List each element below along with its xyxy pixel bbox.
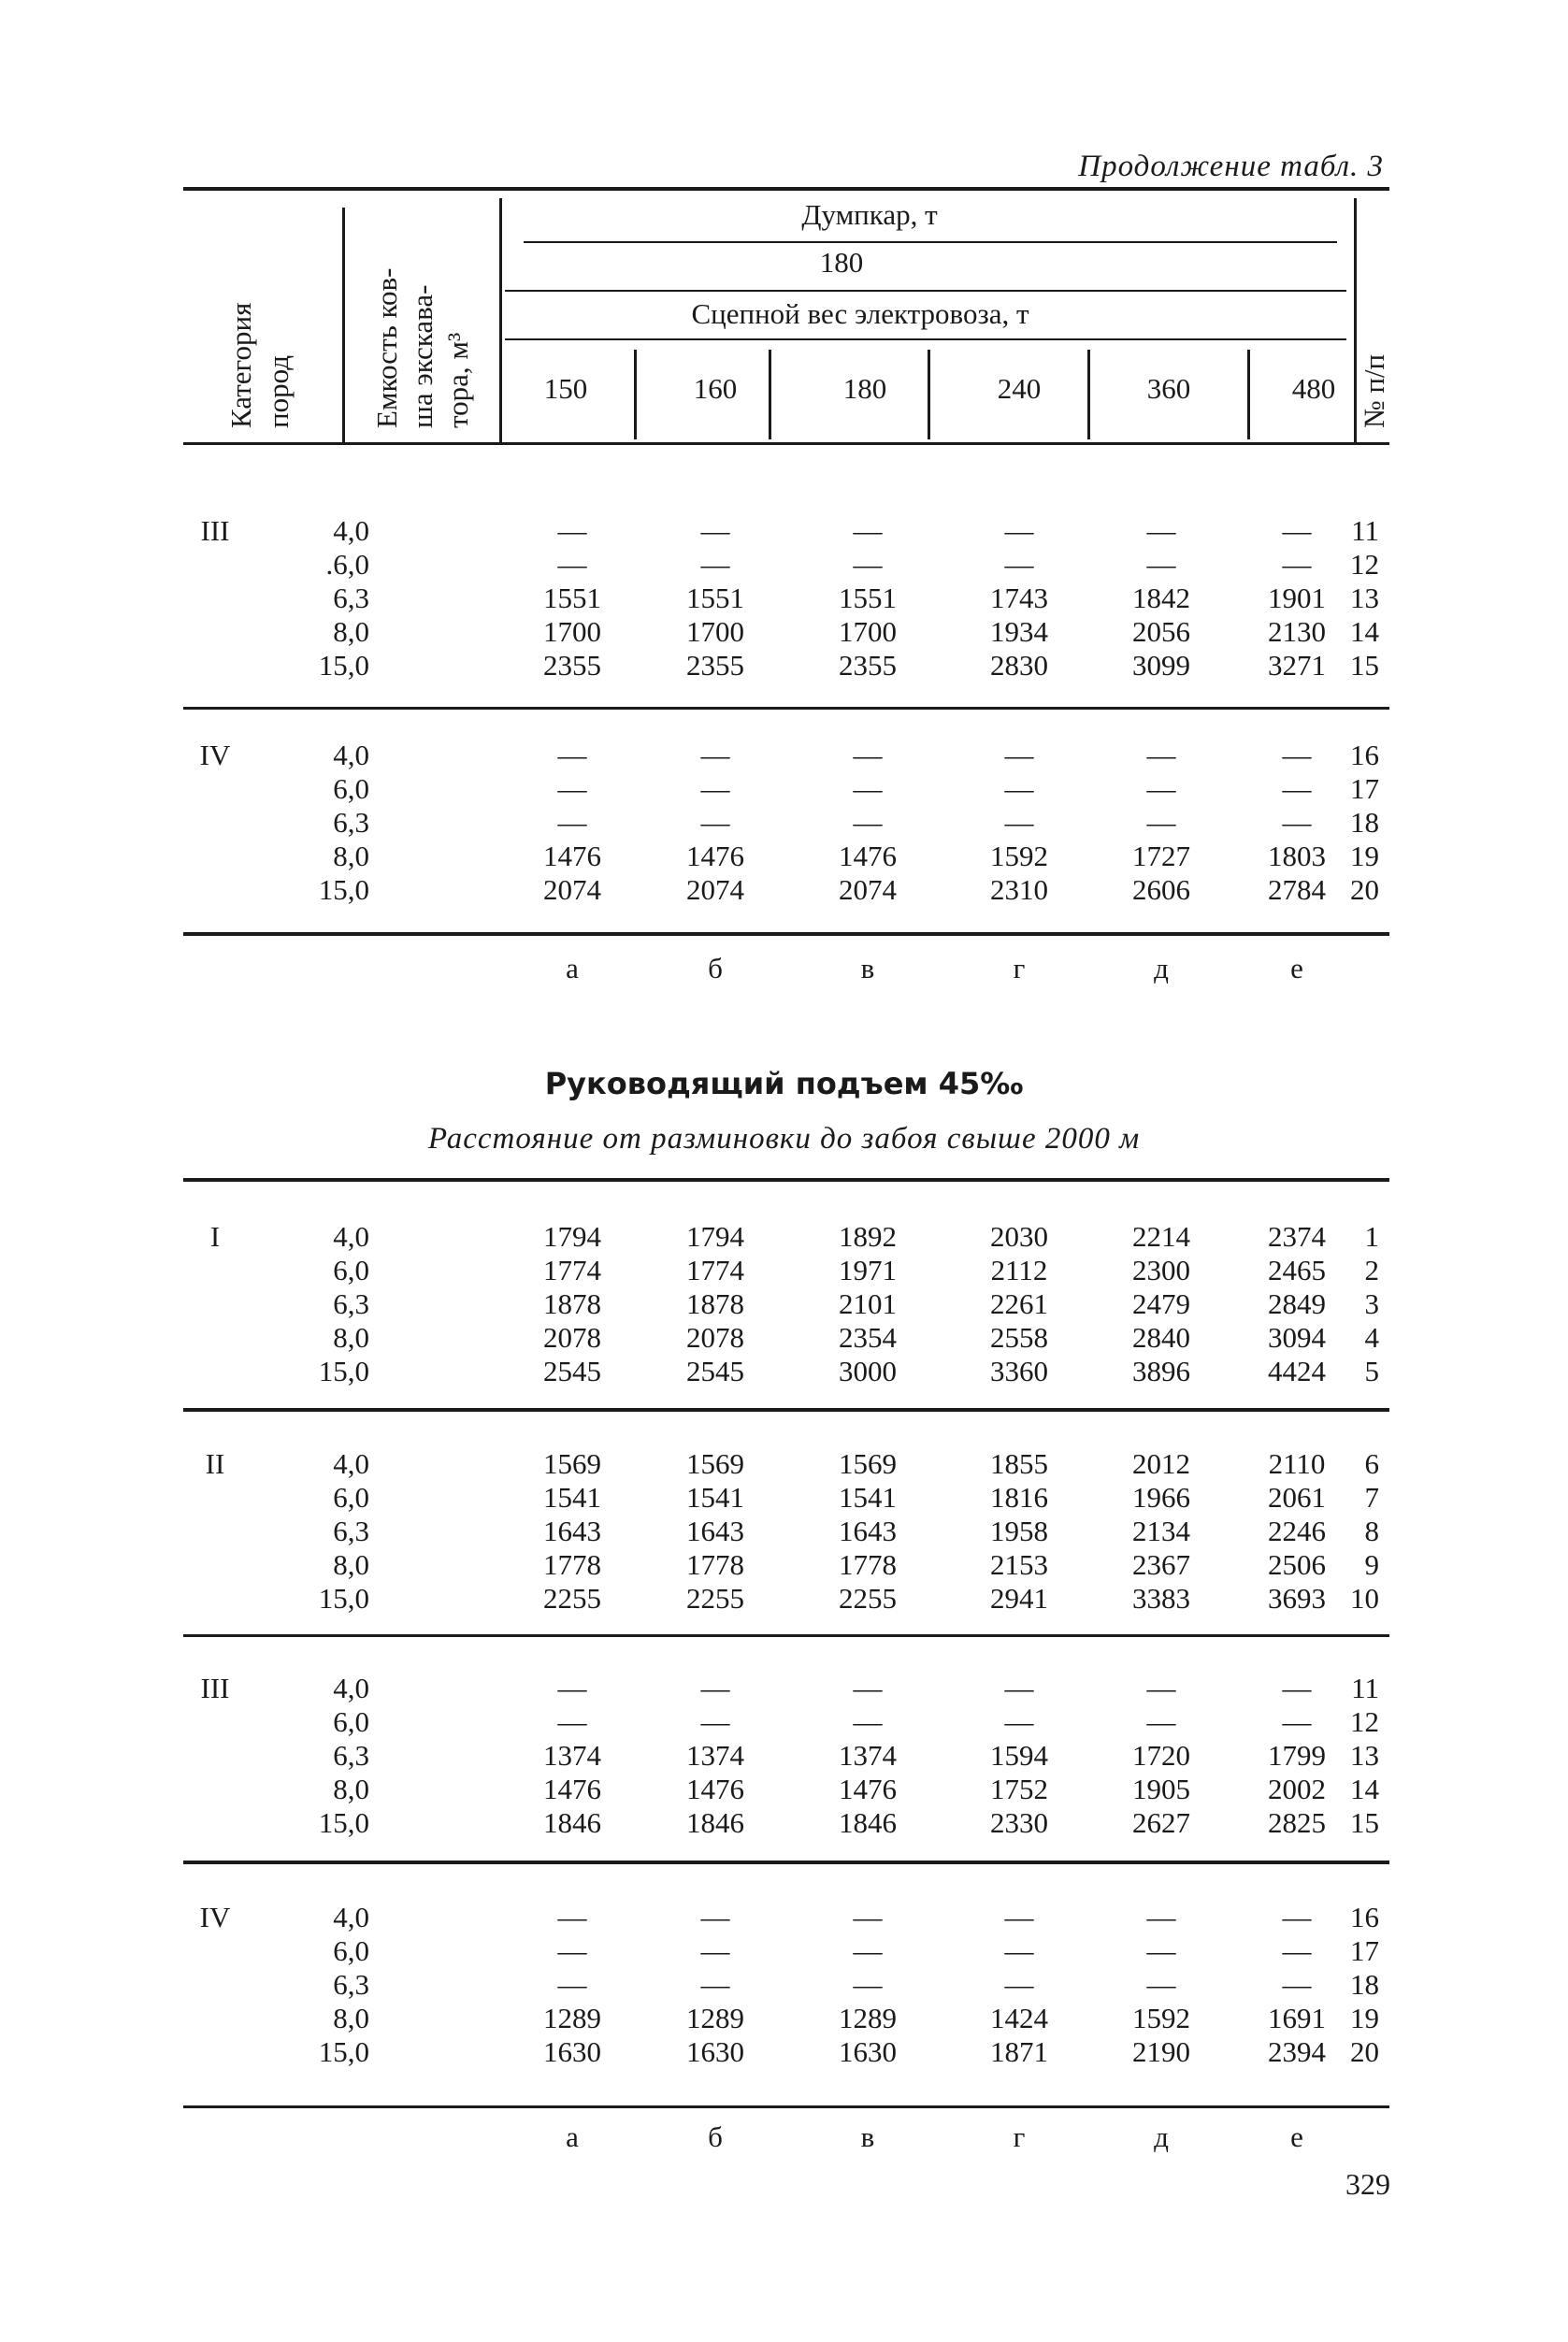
table-cell: — — [1146, 548, 1176, 581]
bucket-capacity: 15,0 — [318, 1582, 369, 1615]
table-cell: — — [1282, 739, 1312, 771]
table-cell: 1569 — [543, 1447, 601, 1480]
table-cell: 3094 — [1268, 1321, 1326, 1354]
weight-divider — [634, 350, 637, 439]
column-letter: г — [1013, 952, 1026, 984]
table-cell: — — [700, 514, 730, 547]
col-bucket-line2: ша экскава- — [406, 284, 439, 428]
bucket-capacity: .6,0 — [325, 548, 369, 581]
table-cell: — — [853, 1968, 883, 2001]
table-cell: — — [853, 1705, 883, 1738]
table-cell: 2830 — [990, 649, 1048, 682]
table-cell: 2374 — [1268, 1220, 1326, 1253]
table-cell: — — [1146, 514, 1176, 547]
table-cell: — — [1282, 772, 1312, 805]
table-cell: 1374 — [543, 1739, 601, 1772]
table-cell: 3000 — [839, 1355, 897, 1387]
table-cell: 2355 — [686, 649, 744, 682]
table-cell: 2394 — [1268, 2035, 1326, 2068]
row-number: 9 — [1364, 1548, 1379, 1581]
group-separator — [183, 1408, 1389, 1412]
row-number: 15 — [1350, 1806, 1379, 1839]
table-cell: 1630 — [686, 2035, 744, 2068]
table-cell: — — [557, 1901, 587, 1933]
row-number: 18 — [1350, 1968, 1379, 2001]
section-subtitle: Расстояние от разминовки до забоя свыше 2000 м — [427, 1122, 1141, 1156]
table-cell: 2056 — [1132, 615, 1190, 648]
table-cell: — — [557, 514, 587, 547]
table-cell: — — [557, 1672, 587, 1704]
row-number: 5 — [1364, 1355, 1379, 1387]
table-cell: 1592 — [990, 840, 1048, 872]
group-separator — [183, 1634, 1389, 1637]
weight-divider — [928, 350, 930, 439]
column-letter: е — [1290, 2120, 1303, 2153]
table-cell: 1799 — [1268, 1739, 1326, 1772]
table-cell: 3271 — [1268, 649, 1326, 682]
table-cell: 1774 — [686, 1254, 744, 1286]
row-number: 12 — [1350, 1705, 1379, 1738]
row-number: 15 — [1350, 649, 1379, 682]
table-cell: 1846 — [543, 1806, 601, 1839]
table-cell: 1842 — [1132, 582, 1190, 614]
row-number: 3 — [1364, 1287, 1379, 1320]
table-cell: 1374 — [686, 1739, 744, 1772]
table-cell: 2101 — [839, 1287, 897, 1320]
table-cell: — — [853, 739, 883, 771]
table-cell: — — [853, 1934, 883, 1967]
bucket-capacity: 8,0 — [333, 615, 369, 648]
table-cell: — — [557, 806, 587, 839]
continuation-label: Продолжение табл. 3 — [1078, 150, 1384, 183]
table-cell: 2255 — [686, 1582, 744, 1615]
weight-divider — [769, 350, 771, 439]
row-number: 16 — [1350, 1901, 1379, 1933]
section-title: Руководящий подъем 45‰ — [544, 1066, 1024, 1101]
weight-360: 360 — [1146, 372, 1191, 405]
table-cell: 1551 — [543, 582, 601, 614]
table-cell: 1289 — [686, 2002, 744, 2034]
table-cell: 2255 — [839, 1582, 897, 1615]
row-number: 19 — [1350, 2002, 1379, 2034]
table-cell: 1289 — [543, 2002, 601, 2034]
bucket-capacity: 4,0 — [333, 1220, 369, 1253]
table-cell: 1541 — [543, 1481, 601, 1514]
table-cell: — — [1282, 1672, 1312, 1704]
table-cell: — — [1004, 1672, 1034, 1704]
bucket-capacity: 4,0 — [333, 514, 369, 547]
col-bucket-line1: Емкость ков- — [370, 267, 403, 428]
col-number: № п/п — [1358, 353, 1390, 428]
table-cell: — — [1282, 1901, 1312, 1933]
bucket-capacity: 8,0 — [333, 2002, 369, 2034]
table-cell: 2558 — [990, 1321, 1048, 1354]
table-cell: 1476 — [839, 1773, 897, 1805]
table-cell: 2130 — [1268, 615, 1326, 648]
category-label: I — [209, 1220, 221, 1253]
table-cell: — — [1004, 806, 1034, 839]
table-cell: 1878 — [686, 1287, 744, 1320]
weight-divider — [1087, 350, 1090, 439]
header-rule-180 — [505, 290, 1346, 292]
row-number: 10 — [1350, 1582, 1379, 1615]
bucket-capacity: 6,0 — [333, 772, 369, 805]
table-cell: — — [557, 548, 587, 581]
row-number: 1 — [1364, 1220, 1379, 1253]
table-cell: — — [557, 739, 587, 771]
category-label: III — [200, 1672, 230, 1704]
table-cell: 1778 — [686, 1548, 744, 1581]
table-cell: 2255 — [543, 1582, 601, 1615]
table-cell: 1966 — [1132, 1481, 1190, 1514]
category-label: IV — [199, 739, 231, 771]
table-cell: 1892 — [839, 1220, 897, 1253]
column-letter: д — [1154, 2120, 1169, 2153]
table-cell: 2078 — [543, 1321, 601, 1354]
bucket-capacity: 6,3 — [333, 1515, 369, 1547]
table-cell: 1551 — [686, 582, 744, 614]
row-number: 11 — [1351, 1672, 1379, 1704]
table-cell: — — [557, 1934, 587, 1967]
table-cell: 1691 — [1268, 2002, 1326, 2034]
table-cell: — — [1004, 514, 1034, 547]
table-cell: 2153 — [990, 1548, 1048, 1581]
table-cell: — — [1004, 739, 1034, 771]
loco-weight-label: Сцепной вес электровоза, т — [691, 297, 1029, 330]
table-cell: — — [700, 1934, 730, 1967]
table-cell: 2840 — [1132, 1321, 1190, 1354]
weight-160: 160 — [693, 372, 738, 405]
table-cell: 1846 — [686, 1806, 744, 1839]
table-cell: 2074 — [543, 873, 601, 906]
table-cell: 1289 — [839, 2002, 897, 2034]
table-cell: 2134 — [1132, 1515, 1190, 1547]
table-cell: 1700 — [543, 615, 601, 648]
table-cell: 2784 — [1268, 873, 1326, 906]
group-separator — [183, 707, 1389, 710]
bucket-capacity: 8,0 — [333, 1773, 369, 1805]
table-cell: — — [853, 806, 883, 839]
table-cell: 1720 — [1132, 1739, 1190, 1772]
table-cell: — — [1146, 1934, 1176, 1967]
table-cell: 1743 — [990, 582, 1048, 614]
table-cell: — — [1146, 772, 1176, 805]
table-cell: — — [1146, 1901, 1176, 1933]
category-label: III — [200, 514, 230, 547]
table-cell: 2112 — [990, 1254, 1048, 1286]
table-cell: 1727 — [1132, 840, 1190, 872]
bucket-capacity: 15,0 — [318, 1355, 369, 1387]
bucket-capacity: 6,0 — [333, 1934, 369, 1967]
table-bottom-rule — [183, 2105, 1389, 2108]
bucket-capacity: 15,0 — [318, 873, 369, 906]
table-cell: 2545 — [686, 1355, 744, 1387]
table-cell: 1643 — [839, 1515, 897, 1547]
table-cell: 1476 — [686, 1773, 744, 1805]
table-cell: 1424 — [990, 2002, 1048, 2034]
row-number: 13 — [1350, 582, 1379, 614]
table-cell: 1778 — [839, 1548, 897, 1581]
column-letter: г — [1013, 2120, 1026, 2153]
table-cell: 2061 — [1268, 1481, 1326, 1514]
table-cell: 2849 — [1268, 1287, 1326, 1320]
table-cell: 2246 — [1268, 1515, 1326, 1547]
table-cell: — — [1004, 1901, 1034, 1933]
table-cell: — — [700, 1705, 730, 1738]
row-number: 17 — [1350, 772, 1379, 805]
row-number: 14 — [1350, 1773, 1379, 1805]
table-cell: 1905 — [1132, 1773, 1190, 1805]
table-cell: 3896 — [1132, 1355, 1190, 1387]
row-number: 18 — [1350, 806, 1379, 839]
table-cell: 2941 — [990, 1582, 1048, 1615]
table-cell: 2479 — [1132, 1287, 1190, 1320]
table-cell: — — [700, 739, 730, 771]
table-cell: — — [1282, 514, 1312, 547]
table-cell: 3383 — [1132, 1582, 1190, 1615]
row-number: 16 — [1350, 739, 1379, 771]
bucket-capacity: 8,0 — [333, 840, 369, 872]
bucket-capacity: 4,0 — [333, 1672, 369, 1704]
table-cell: — — [1146, 1705, 1176, 1738]
table-cell: 1374 — [839, 1739, 897, 1772]
dumpcar-label: Думпкар, т — [801, 198, 938, 231]
table-cell: — — [1282, 1934, 1312, 1967]
table-cell: — — [557, 1968, 587, 2001]
table-cell: — — [700, 1901, 730, 1933]
table-cell: 2330 — [990, 1806, 1048, 1839]
table-cell: 1541 — [686, 1481, 744, 1514]
table-cell: 2606 — [1132, 873, 1190, 906]
table-cell: 1569 — [839, 1447, 897, 1480]
row-number: 14 — [1350, 615, 1379, 648]
table-cell: — — [853, 1901, 883, 1933]
bucket-capacity: 6,3 — [333, 806, 369, 839]
table-cell: 4424 — [1268, 1355, 1326, 1387]
weight-divider — [1247, 350, 1250, 439]
table-cell: — — [1004, 548, 1034, 581]
table-cell: — — [700, 772, 730, 805]
table-cell: — — [1146, 806, 1176, 839]
table-cell: 1700 — [839, 615, 897, 648]
column-letter: в — [860, 952, 875, 984]
table-cell: 1794 — [686, 1220, 744, 1253]
table-cell: 1816 — [990, 1481, 1048, 1514]
bucket-capacity: 6,3 — [333, 1739, 369, 1772]
table-cell: — — [853, 514, 883, 547]
column-letter: б — [708, 952, 723, 984]
table-cell: — — [1004, 1705, 1034, 1738]
table-cell: 1476 — [543, 840, 601, 872]
table-cell: 2261 — [990, 1287, 1048, 1320]
table-cell: 2110 — [1268, 1447, 1326, 1480]
table-cell: 1569 — [686, 1447, 744, 1480]
table-cell: 2545 — [543, 1355, 601, 1387]
row-number: 6 — [1364, 1447, 1379, 1480]
header-divider — [342, 208, 345, 443]
table-cell: — — [700, 1968, 730, 2001]
weight-180: 180 — [842, 372, 887, 405]
weight-240: 240 — [997, 372, 1042, 405]
weight-150: 150 — [543, 372, 588, 405]
page-number: 329 — [1345, 2167, 1390, 2201]
table-cell: 2355 — [543, 649, 601, 682]
row-number: 8 — [1364, 1515, 1379, 1547]
table-cell: 2506 — [1268, 1548, 1326, 1581]
bucket-capacity: 4,0 — [333, 739, 369, 771]
table-cell: 1551 — [839, 582, 897, 614]
header-top-rule — [183, 187, 1389, 191]
row-number: 4 — [1364, 1321, 1379, 1354]
table-cell: 1476 — [686, 840, 744, 872]
column-letter: б — [708, 2120, 723, 2153]
bucket-capacity: 15,0 — [318, 649, 369, 682]
table-cell: 1630 — [543, 2035, 601, 2068]
column-letter: в — [860, 2120, 875, 2153]
table-cell: 1878 — [543, 1287, 601, 1320]
table-cell: 2465 — [1268, 1254, 1326, 1286]
col-category-line2: пород — [262, 355, 295, 428]
table-cell: 1541 — [839, 1481, 897, 1514]
row-number: 11 — [1351, 514, 1379, 547]
table-cell: 2825 — [1268, 1806, 1326, 1839]
column-letter: д — [1154, 952, 1169, 984]
table-cell: — — [1004, 1968, 1034, 2001]
header-rule-dumpcar — [524, 241, 1337, 243]
table-cell: 1871 — [990, 2035, 1048, 2068]
category-label: II — [205, 1447, 225, 1480]
table-cell: 1846 — [839, 1806, 897, 1839]
table-cell: — — [1146, 1672, 1176, 1704]
header-divider — [1354, 198, 1357, 443]
bucket-capacity: 8,0 — [333, 1321, 369, 1354]
row-number: 2 — [1364, 1254, 1379, 1286]
table-cell: 2078 — [686, 1321, 744, 1354]
table-cell: 1901 — [1268, 582, 1326, 614]
table-cell: 1752 — [990, 1773, 1048, 1805]
bucket-capacity: 6,3 — [333, 582, 369, 614]
table-cell: 3360 — [990, 1355, 1048, 1387]
table-cell: — — [1146, 1968, 1176, 2001]
weight-480: 480 — [1291, 372, 1336, 405]
table-cell: 1855 — [990, 1447, 1048, 1480]
table-cell: — — [1004, 772, 1034, 805]
table-cell: 2300 — [1132, 1254, 1190, 1286]
table-cell: 2310 — [990, 873, 1048, 906]
column-letter: а — [566, 952, 579, 984]
header-divider — [499, 198, 502, 443]
row-number: 20 — [1350, 2035, 1379, 2068]
table-cell: — — [853, 1672, 883, 1704]
table-cell: 1700 — [686, 615, 744, 648]
bucket-capacity: 6,3 — [333, 1968, 369, 2001]
header-bottom-rule — [183, 442, 1389, 445]
table-cell: 1643 — [686, 1515, 744, 1547]
bottom-table-top-rule — [183, 1178, 1389, 1182]
column-letter: е — [1290, 952, 1303, 984]
bucket-capacity: 8,0 — [333, 1548, 369, 1581]
table-cell: — — [853, 548, 883, 581]
dumpcar-value: 180 — [819, 246, 864, 279]
table-cell: — — [1282, 806, 1312, 839]
header-rule-weight — [505, 338, 1346, 340]
table-bottom-rule — [183, 932, 1389, 936]
table-cell: 3693 — [1268, 1582, 1326, 1615]
table-cell: 2074 — [839, 873, 897, 906]
table-cell: — — [1282, 548, 1312, 581]
bucket-capacity: 4,0 — [333, 1901, 369, 1933]
table-cell: — — [557, 1705, 587, 1738]
table-cell: 1794 — [543, 1220, 601, 1253]
table-cell: — — [700, 1672, 730, 1704]
group-separator — [183, 1861, 1389, 1864]
table-cell: — — [1282, 1705, 1312, 1738]
table-cell: 1476 — [543, 1773, 601, 1805]
col-category-line1: Категория — [224, 302, 257, 428]
bucket-capacity: 15,0 — [318, 1806, 369, 1839]
table-cell: 2002 — [1268, 1773, 1326, 1805]
table-cell: 1803 — [1268, 840, 1326, 872]
table-cell: 2355 — [839, 649, 897, 682]
table-cell: — — [700, 806, 730, 839]
table-cell: 3099 — [1132, 649, 1190, 682]
table-cell: — — [557, 772, 587, 805]
table-cell: — — [1004, 1934, 1034, 1967]
table-cell: 1778 — [543, 1548, 601, 1581]
table-cell: 1592 — [1132, 2002, 1190, 2034]
table-cell: — — [1146, 739, 1176, 771]
table-cell: 1774 — [543, 1254, 601, 1286]
column-letter: а — [566, 2120, 579, 2153]
table-cell: 2190 — [1132, 2035, 1190, 2068]
row-number: 17 — [1350, 1934, 1379, 1967]
table-cell: 2030 — [990, 1220, 1048, 1253]
category-label: IV — [199, 1901, 231, 1933]
table-cell: 1971 — [839, 1254, 897, 1286]
table-cell: 2354 — [839, 1321, 897, 1354]
table-cell: 1958 — [990, 1515, 1048, 1547]
row-number: 19 — [1350, 840, 1379, 872]
row-number: 12 — [1350, 548, 1379, 581]
table-cell: 1643 — [543, 1515, 601, 1547]
table-cell: 1594 — [990, 1739, 1048, 1772]
bucket-capacity: 6,0 — [333, 1705, 369, 1738]
table-cell: 1934 — [990, 615, 1048, 648]
table-cell: — — [1282, 1968, 1312, 2001]
table-cell: 2627 — [1132, 1806, 1190, 1839]
table-cell: 1476 — [839, 840, 897, 872]
table-cell: — — [700, 548, 730, 581]
row-number: 13 — [1350, 1739, 1379, 1772]
bucket-capacity: 4,0 — [333, 1447, 369, 1480]
bucket-capacity: 15,0 — [318, 2035, 369, 2068]
bucket-capacity: 6,3 — [333, 1287, 369, 1320]
row-number: 20 — [1350, 873, 1379, 906]
col-bucket-line3: тора, м³ — [441, 332, 474, 428]
table-cell: 2367 — [1132, 1548, 1190, 1581]
table-cell: 2214 — [1132, 1220, 1190, 1253]
bucket-capacity: 6,0 — [333, 1254, 369, 1286]
row-number: 7 — [1364, 1481, 1379, 1514]
bucket-capacity: 6,0 — [333, 1481, 369, 1514]
table-cell: 1630 — [839, 2035, 897, 2068]
table-cell: 2012 — [1132, 1447, 1190, 1480]
table-cell: 2074 — [686, 873, 744, 906]
table-cell: — — [853, 772, 883, 805]
